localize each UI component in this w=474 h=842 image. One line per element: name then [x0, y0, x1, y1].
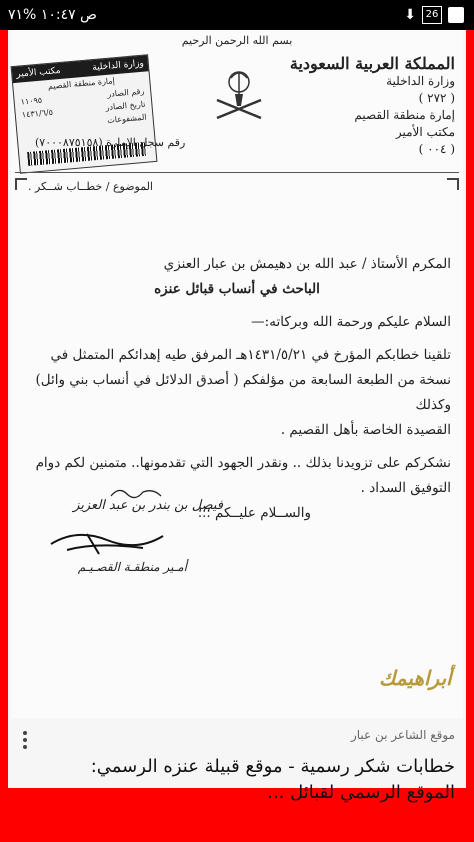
paragraph-2-line-2: التوفيق السداد .: [360, 480, 451, 496]
org-office-number: ( ٠٠٤ ): [418, 142, 455, 156]
basmala: بسم الله الرحمن الرحيم: [181, 34, 293, 47]
download-icon: ⬇: [404, 7, 416, 23]
outgoing-stamp: [11, 54, 158, 174]
stamp-attachments-label: المشفوعات: [106, 112, 147, 125]
result-headline[interactable]: خطابات شكر رسمية - موقع قبيلة عنزه الرسمي: الموقع الرسمي لقبائل ...: [90, 756, 455, 803]
org-ministry: وزارة الداخلية: [386, 74, 455, 88]
handwritten-signature: [47, 520, 167, 560]
stamp-date-label: تاريخ الصادر: [105, 99, 146, 113]
registration-number: رقم سجل الإمارة (٧٠٠٠٨٧٥١٥٨): [35, 136, 186, 149]
result-card[interactable]: [11, 720, 463, 803]
header-divider: [15, 172, 459, 173]
stamp-title-office: مكتب الأمير: [15, 65, 61, 80]
letter-body: [23, 252, 451, 526]
stamp-title-ministry: وزارة الداخلية: [91, 58, 145, 74]
greeting: السلام عليكم ورحمة الله وبركاته:—: [251, 314, 451, 330]
saudi-emblem-icon: [209, 60, 269, 126]
app-notification-icon: [448, 7, 464, 23]
paragraph-1-line-1: تلقينا خطابكم المؤرخ في ١٤٣١/٥/٢١هـ المرفق طيه إهدائكم المتمثل في: [50, 347, 451, 363]
stamp-number-value: ١١٠٩٥: [20, 95, 43, 107]
status-icons: [404, 6, 464, 24]
org-country: المملكة العربية السعودية: [289, 54, 455, 73]
notification-count-badge: 26: [422, 6, 442, 24]
paragraph-1-line-3: القصيدة الخاصة بأهل القصيم .: [280, 422, 451, 438]
org-office: مكتب الأمير: [395, 125, 455, 139]
signer-name: فيصل بن بندر بن عبد العزيز: [73, 498, 223, 513]
more-options-icon[interactable]: [21, 728, 29, 756]
closing: والســلام عليــكم ؛؛؛: [197, 505, 311, 521]
result-source[interactable]: موقع الشاعر بن عبار: [350, 728, 455, 742]
stamp-date-value: ١٤٣١/٦/٥: [21, 107, 54, 120]
recipient-role: الباحث في أنساب قبائل عنزه: [154, 281, 320, 297]
corner-mark-right: [447, 178, 459, 190]
paragraph-1-line-2: نسخة من الطبعة السابعة من مؤلفكم ( أصدق الدلائل في أنساب بني وائل) وكذلك: [35, 372, 451, 413]
watermark-logo: أبراهيمك: [379, 666, 452, 690]
image-result-frame[interactable]: [8, 30, 466, 803]
recipient-name: المكرم الأستاذ / عبد الله بن دهيمش بن عبار العنزي: [163, 256, 451, 272]
status-time-battery: ص ١٠:٤٧ %٧١: [8, 7, 97, 23]
signer-title: أمـير منطقـة القصـيـم: [77, 560, 187, 574]
stamp-number-label: رقم الصادر: [106, 86, 145, 99]
letterhead-org: [290, 54, 455, 158]
stamp-subtitle: إمارة منطقة القصيم: [47, 76, 116, 92]
status-bar: [0, 0, 474, 30]
paragraph-2-line-1: نشكركم على تزويدنا بذلك .. ونقدر الجهود التي تقدمونها.. متمنين لكم دوام: [35, 455, 451, 471]
corner-mark-left: [15, 178, 27, 190]
org-emirate: إمارة منطقة القصيم: [354, 108, 455, 122]
subject-line: الموضوع / خطــاب شــكر .: [27, 180, 153, 193]
org-number: ( ٢٧٢ ): [418, 91, 455, 105]
letter-image[interactable]: [11, 30, 463, 718]
